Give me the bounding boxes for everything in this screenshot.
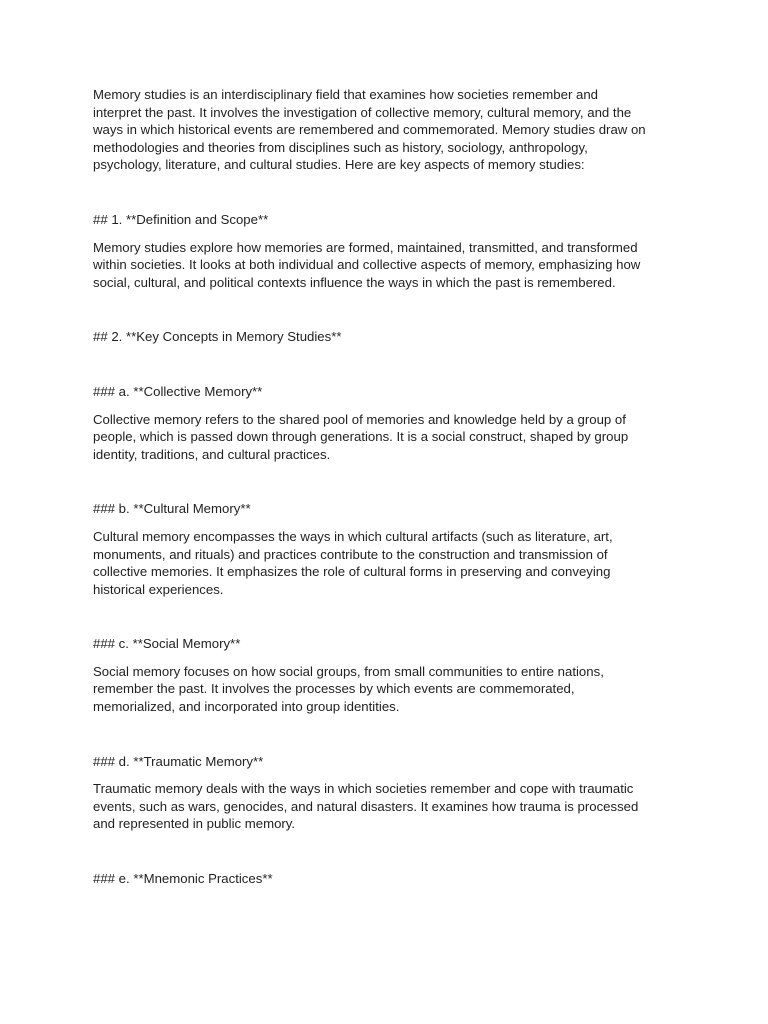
section-paragraph: Memory studies explore how memories are formed, maintained, transmitted, and transformed within societies. It looks at both individual and collective aspects of memory, emphasizing how social, cultural, and political contexts influence the ways in which the past is remembered. xyxy=(93,239,641,290)
section-paragraph: Cultural memory encompasses the ways in which cultural artifacts (such as literature, art, monuments, and rituals) and practices contribute to the construction and transmission of collective memories. It emphasizes the role of cultural forms in preserving and conveying historical experiences. xyxy=(93,528,613,597)
section-heading: ### e. **Mnemonic Practices** xyxy=(93,871,273,887)
section-paragraph: Traumatic memory deals with the ways in which societies remember and cope with traumatic events, such as wars, genocides, and natural disasters. It examines how trauma is processed and represented in public memory. xyxy=(93,781,639,832)
section-collective-memory xyxy=(93,383,683,463)
section-paragraph: Collective memory refers to the shared pool of memories and knowledge held by a group of people, which is passed down through generations. It is a social construct, shaped by group identity, traditions, and cultural practices. xyxy=(93,411,629,462)
section-definition-scope xyxy=(93,211,683,291)
section-heading: ### d. **Traumatic Memory** xyxy=(93,753,264,769)
section-mnemonic-practices xyxy=(93,870,683,888)
section-heading: ### c. **Social Memory** xyxy=(93,636,241,652)
section-social-memory xyxy=(93,635,683,715)
section-key-concepts xyxy=(93,328,683,346)
intro-paragraph: Memory studies is an interdisciplinary field that examines how societies remember and interpret the past. It involves the investigation of collective memory, cultural memory, and the ways in which historical events are remembered and commemorated. Memory studies draw on methodologies and theories from disciplines such as history, sociology, anthropology, psychology, literature, and cultural studies. Here are key aspects of memory studies: xyxy=(93,87,646,173)
section-traumatic-memory xyxy=(93,753,683,833)
section-heading: ### a. **Collective Memory** xyxy=(93,383,263,399)
section-heading: ## 1. **Definition and Scope** xyxy=(93,211,269,227)
section-paragraph: Social memory focuses on how social groups, from small communities to entire nations, remember the past. It involves the processes by which events are commemorated, memorialized, and incorporated into group identities. xyxy=(93,663,604,715)
section-cultural-memory xyxy=(93,500,683,598)
section-heading: ### b. **Cultural Memory** xyxy=(93,501,251,517)
document-page xyxy=(93,86,683,888)
section-heading: ## 2. **Key Concepts in Memory Studies** xyxy=(93,329,342,345)
